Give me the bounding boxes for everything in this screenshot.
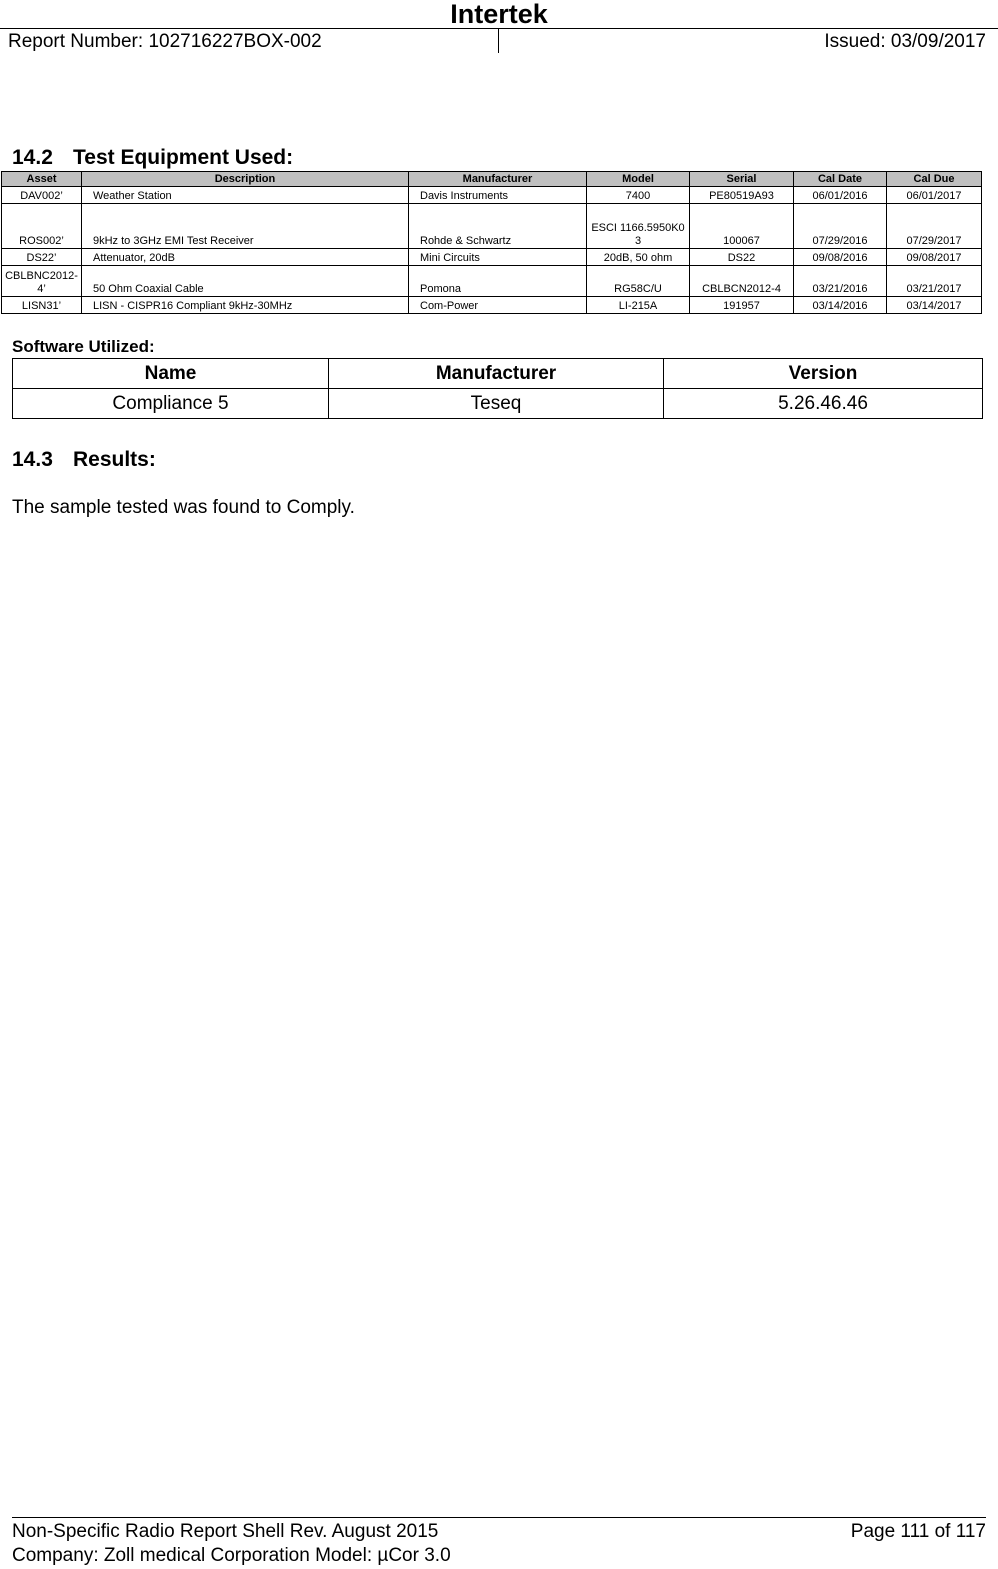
table-row (2, 266, 982, 297)
table-cell: 07/29/2017 (887, 204, 982, 249)
table-cell: LI-215A (587, 297, 690, 314)
table-header-row (2, 172, 982, 187)
footer-company: Company: Zoll medical Corporation Model: µCor 3.0 (12, 1545, 451, 1566)
table-cell: 03/21/2016 (794, 266, 887, 297)
table-cell: 09/08/2016 (794, 249, 887, 266)
table-cell: 7400 (587, 187, 690, 204)
section-heading-results (12, 448, 156, 472)
table-cell: CBLBCN2012-4 (690, 266, 794, 297)
table-cell: 20dB, 50 ohm (587, 249, 690, 266)
table-cell: Com-Power (409, 297, 587, 314)
table-cell: Weather Station (82, 187, 409, 204)
column-header: Cal Due (887, 172, 982, 187)
equipment-table (1, 171, 982, 314)
footer-rule (12, 1517, 986, 1518)
table-cell: Compliance 5 (13, 389, 329, 419)
section-heading-equipment (12, 146, 293, 170)
table-cell: DS22 (690, 249, 794, 266)
table-cell: 100067 (690, 204, 794, 249)
section-title: Test Equipment Used: (73, 146, 294, 169)
table-cell: 03/14/2017 (887, 297, 982, 314)
table-cell: 09/08/2017 (887, 249, 982, 266)
table-cell: Teseq (329, 389, 664, 419)
table-cell: 9kHz to 3GHz EMI Test Receiver (82, 204, 409, 249)
section-number: 14.2 (12, 146, 53, 169)
table-cell: Pomona (409, 266, 587, 297)
table-row (2, 187, 982, 204)
column-header: Cal Date (794, 172, 887, 187)
table-cell: 06/01/2016 (794, 187, 887, 204)
table-header-row (13, 359, 983, 389)
software-utilized-title: Software Utilized: (12, 337, 155, 356)
table-cell: Rohde & Schwartz (409, 204, 587, 249)
report-number: Report Number: 102716227BOX-002 (8, 31, 322, 52)
table-cell: ROS002’ (2, 204, 82, 249)
column-header: Serial (690, 172, 794, 187)
table-row (13, 389, 983, 419)
results-statement: The sample tested was found to Comply. (12, 497, 355, 518)
table-cell: Mini Circuits (409, 249, 587, 266)
footer-shell-revision: Non-Specific Radio Report Shell Rev. August 2015 (12, 1521, 439, 1542)
table-cell: 03/14/2016 (794, 297, 887, 314)
column-header: Manufacturer (409, 172, 587, 187)
table-row (2, 249, 982, 266)
table-cell: 50 Ohm Coaxial Cable (82, 266, 409, 297)
section-title: Results: (73, 448, 156, 471)
section-number: 14.3 (12, 448, 53, 471)
table-cell: 06/01/2017 (887, 187, 982, 204)
table-cell: Davis Instruments (409, 187, 587, 204)
header-divider (498, 29, 499, 53)
header-rule (0, 28, 998, 29)
column-header: Description (82, 172, 409, 187)
issued-date: Issued: 03/09/2017 (824, 31, 986, 52)
table-row (2, 204, 982, 249)
software-table (12, 358, 983, 419)
table-cell: PE80519A93 (690, 187, 794, 204)
column-header: Name (13, 359, 329, 389)
table-cell: LISN - CISPR16 Compliant 9kHz-30MHz (82, 297, 409, 314)
column-header: Version (664, 359, 983, 389)
table-cell: 03/21/2017 (887, 266, 982, 297)
table-cell: DAV002’ (2, 187, 82, 204)
table-cell: 07/29/2016 (794, 204, 887, 249)
table-cell: Attenuator, 20dB (82, 249, 409, 266)
page-header-title: Intertek (450, 0, 548, 29)
column-header: Model (587, 172, 690, 187)
column-header: Manufacturer (329, 359, 664, 389)
table-cell: CBLBNC2012-4’ (2, 266, 82, 297)
table-cell: ESCI 1166.5950K03 (587, 204, 690, 249)
table-cell: DS22’ (2, 249, 82, 266)
footer-page-number: Page 111 of 117 (850, 1521, 986, 1542)
table-cell: RG58C/U (587, 266, 690, 297)
table-cell: 191957 (690, 297, 794, 314)
table-cell: LISN31’ (2, 297, 82, 314)
column-header: Asset (2, 172, 82, 187)
table-row (2, 297, 982, 314)
table-cell: 5.26.46.46 (664, 389, 983, 419)
